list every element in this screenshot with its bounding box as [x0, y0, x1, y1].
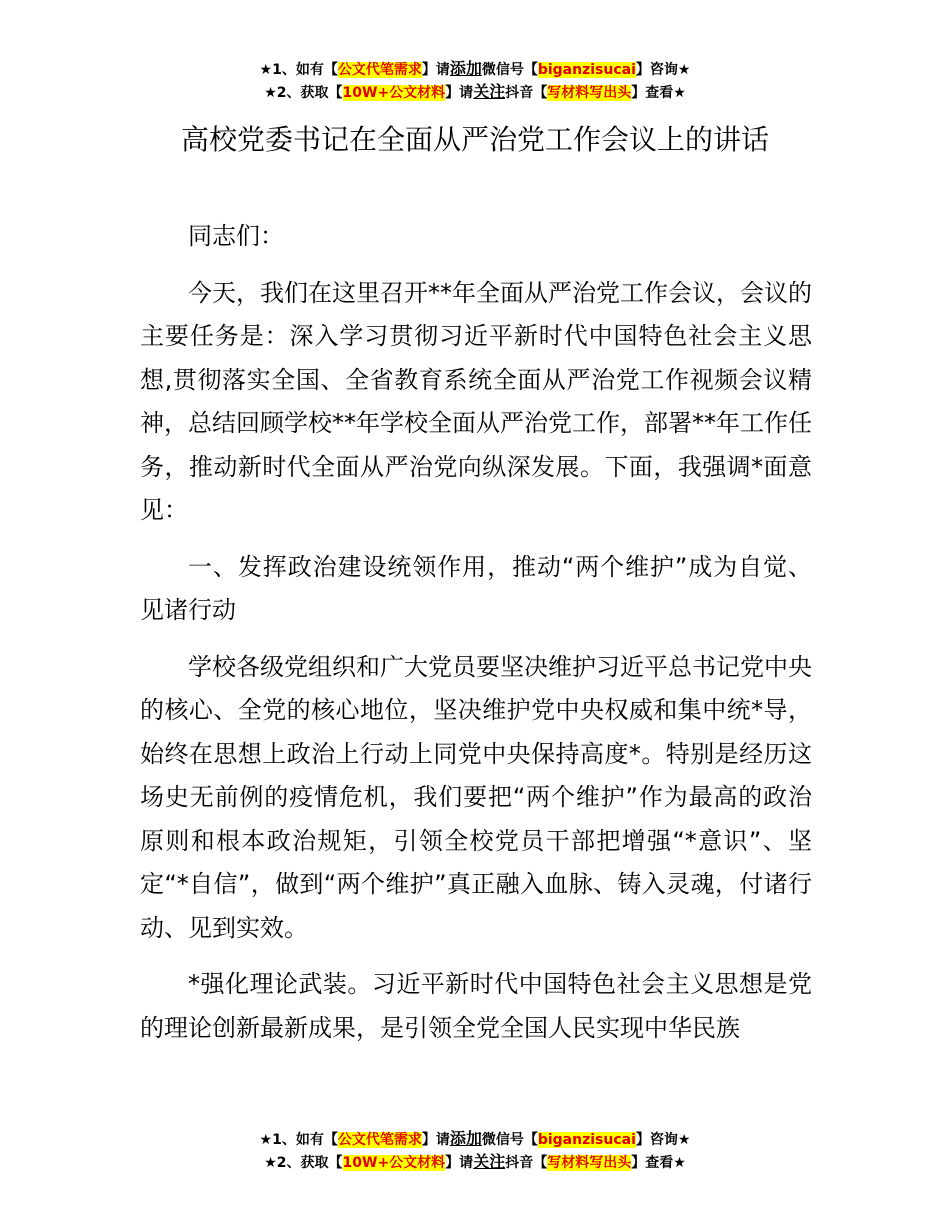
banner-text: 】请 [421, 1132, 450, 1148]
document-body [140, 215, 812, 1063]
banner-text: 微信号【 [481, 1132, 538, 1148]
banner-highlight: biganzisucai [537, 1132, 636, 1148]
banner-highlight: biganzisucai [537, 62, 636, 78]
banner-highlight: 10W+公文材料 [342, 1155, 446, 1171]
banner-emphasis: 添加 [449, 59, 482, 78]
banner-emphasis: 关注 [473, 82, 506, 101]
banner-text: 】请 [445, 85, 474, 101]
banner-text: 】请 [421, 62, 450, 78]
banner-text: ★1、如有【 [259, 1132, 338, 1148]
banner-line-1 [0, 1128, 950, 1151]
banner-text: 】查看★ [631, 1155, 686, 1171]
paragraph: 今天，我们在这里召开**年全面从严治党工作会议，会议的主要任务是：深入学习贯彻习近平新时代中国特色社会主义思想,贯彻落实全国、全省教育系统全面从严治党工作视频会议精神，总结回顾学校**年学校全面从严治党工作，部署**年工作任务，推动新时代全面从严治党向纵深发展。下面，我强调*面意见： [140, 278, 812, 524]
document-title: 高校党委书记在全面从严治党工作会议上的讲话 [180, 123, 769, 156]
section-heading: 一、发挥政治建设统领作用，推动“两个维护”成为自觉、见诸行动 [140, 552, 812, 624]
banner-text: 微信号【 [481, 62, 538, 78]
banner-highlight: 写材料写出头 [547, 1155, 632, 1171]
paragraph: *强化理论武装。习近平新时代中国特色社会主义思想是党的理论创新最新成果，是引领全党全国人民实现中华民族 [140, 970, 812, 1042]
banner-highlight: 10W+公文材料 [342, 85, 446, 101]
banner-highlight: 公文代笔需求 [337, 1132, 422, 1148]
banner-highlight: 公文代笔需求 [337, 62, 422, 78]
banner-emphasis: 添加 [449, 1129, 482, 1148]
banner-text: ★2、获取【 [264, 1155, 343, 1171]
paragraph: 学校各级党组织和广大党员要坚决维护习近平总书记党中央的核心、全党的核心地位，坚决维护党中央权威和集中统*导，始终在思想上政治上行动上同党中央保持高度*。特别是经历这场史无前例的疫情危机，我们要把“两个维护”作为最高的政治原则和根本政治规矩，引领全校党员干部把增强“*意识”、坚定“*自信”，做到“两个维护”真正融入血脉、铸入灵魂，付诸行动、见到实效。 [140, 652, 812, 942]
header-banner [0, 58, 950, 104]
banner-emphasis: 关注 [473, 1152, 506, 1171]
banner-text: 】查看★ [631, 85, 686, 101]
banner-text: ★2、获取【 [264, 85, 343, 101]
banner-text: ★1、如有【 [259, 62, 338, 78]
banner-text: 】咨询★ [635, 1132, 691, 1148]
banner-line-1 [0, 58, 950, 81]
banner-text: 】请 [445, 1155, 474, 1171]
banner-line-2 [0, 1151, 950, 1174]
banner-line-2 [0, 81, 950, 104]
banner-highlight: 写材料写出头 [547, 85, 632, 101]
banner-text: 抖音【 [505, 1155, 548, 1171]
banner-text: 】咨询★ [635, 62, 691, 78]
footer-banner [0, 1128, 950, 1174]
salutation: 同志们： [188, 222, 284, 250]
banner-text: 抖音【 [505, 85, 548, 101]
